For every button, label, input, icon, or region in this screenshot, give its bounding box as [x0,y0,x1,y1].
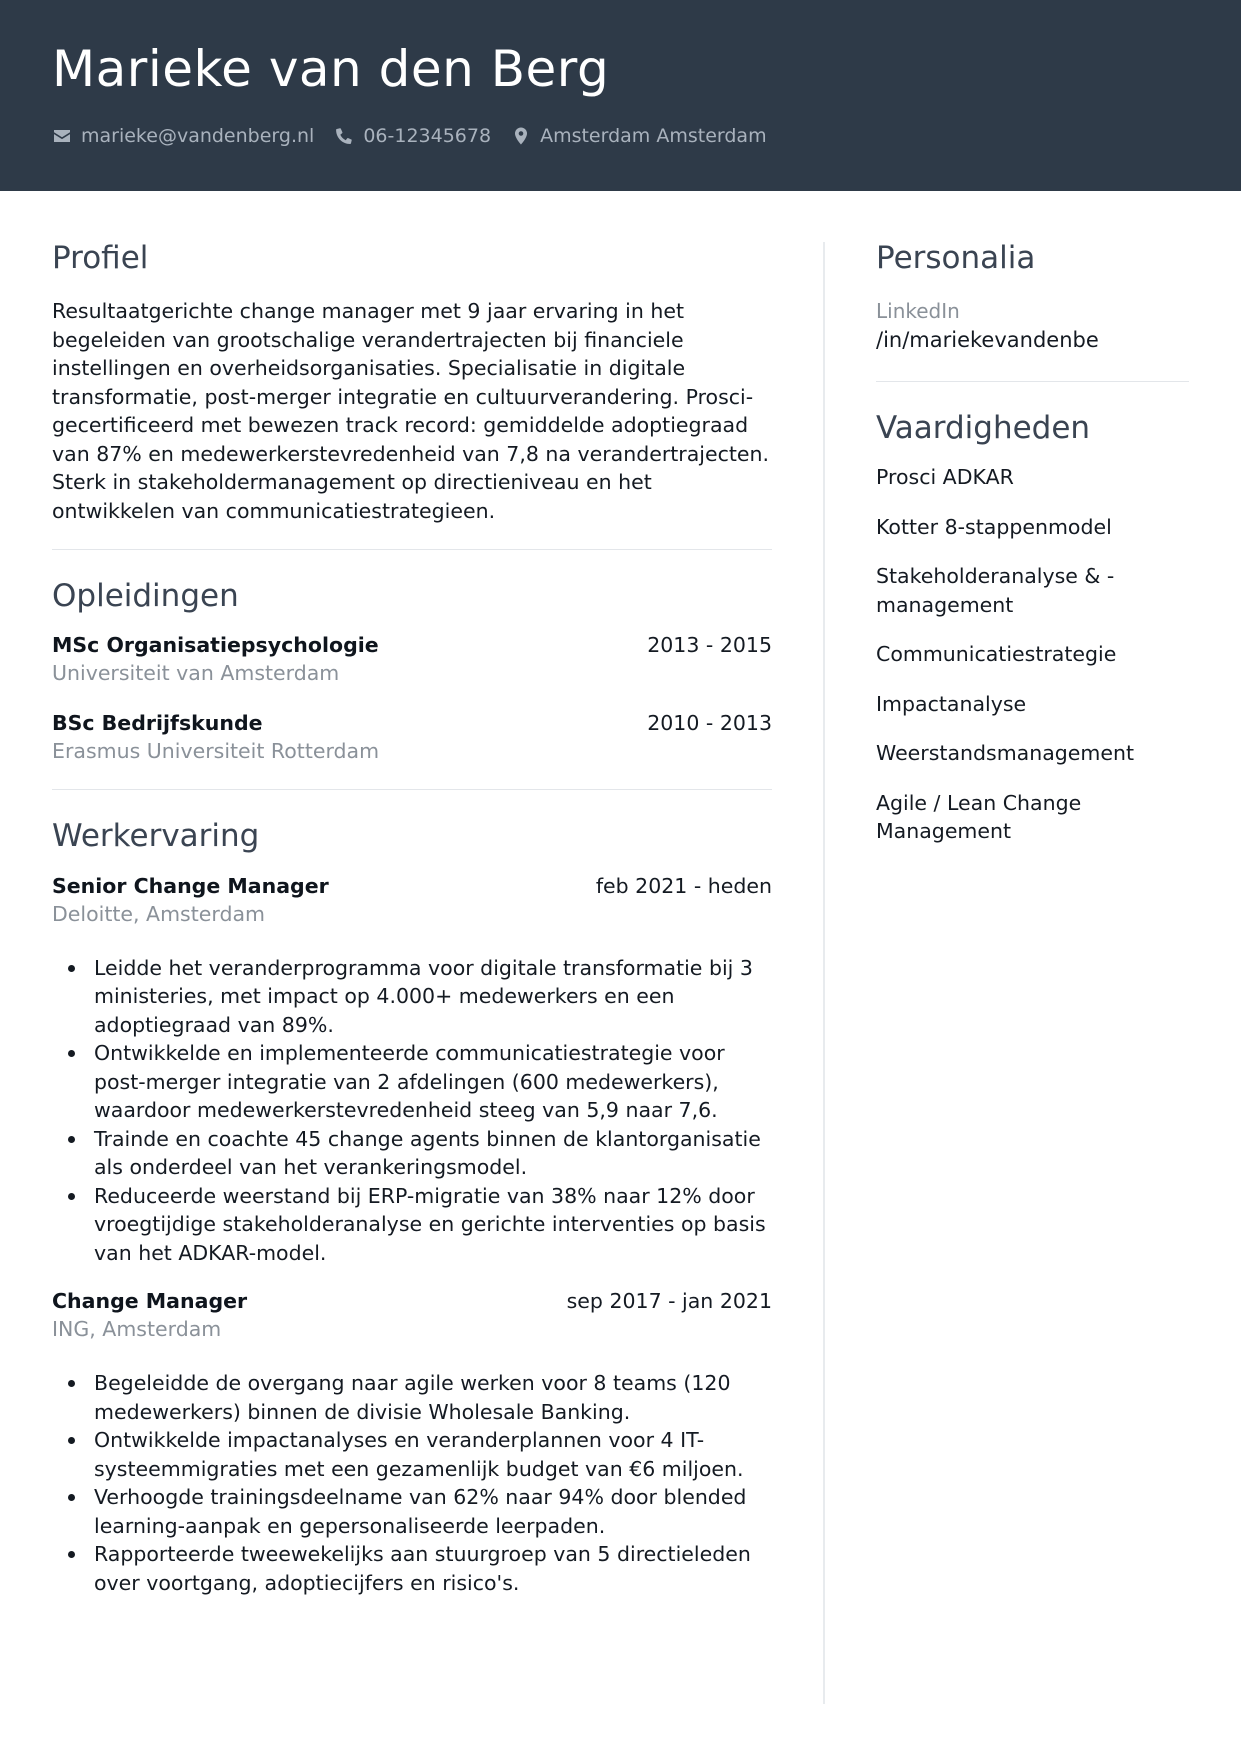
education-degree: MSc Organisatiepsychologie [52,633,379,658]
profile-heading: Profiel [52,240,149,276]
job-bullet: Trainde en coachte 45 change agents binnen de klantorganisatie als onderdeel van het verankeringsmodel. [52,1125,772,1182]
phone-text: 06-12345678 [363,125,492,147]
skill-item: Impactanalyse [876,691,1027,716]
job-bullet: Rapporteerde tweewekelijks aan stuurgroep van 5 directieleden over voortgang, adoptiecijfers en risico's. [52,1540,772,1597]
job-bullet: Begeleidde de overgang naar agile werken voor 8 teams (120 medewerkers) binnen de divisie Wholesale Banking. [52,1369,772,1426]
location-text: Amsterdam Amsterdam [540,125,767,147]
job-item [52,872,772,1268]
profile-text: Resultaatgerichte change manager met 9 jaar ervaring in het begeleiden van grootschalige verandertrajecten bij financiele instellingen en overheidsorganisaties. Specialisatie in digitale transformatie, post-merger integratie en cultuurverandering. Prosci-gecertificeerd met bewezen track record: gemiddelde adoptiegraad van 87% en medewerkerstevredenheid van 7,8 na verandertrajecten. Sterk in stakeholdermanagement op directieniveau en het ontwikkelen van communicatiestrategieen. [52,299,770,523]
envelope-icon [52,126,72,146]
email-text: marieke@vandenberg.nl [81,125,315,147]
section-divider [876,381,1189,382]
education-school: Universiteit van Amsterdam [52,661,340,686]
skill-item: Prosci ADKAR [876,465,1014,490]
experience-heading: Werkervaring [52,818,260,855]
job-role: Change Manager [52,1289,248,1314]
job-dates: sep 2017 - jan 2021 [566,1289,772,1314]
job-bullets [52,1369,772,1597]
education-heading: Opleidingen [52,578,239,615]
job-company: Deloitte, Amsterdam [52,901,265,926]
skills-heading: Vaardigheden [876,410,1091,447]
job-dates: feb 2021 - heden [595,873,772,898]
main-column [52,240,772,1597]
education-item [52,709,772,765]
job-item [52,1287,772,1597]
candidate-name: Marieke van den Berg [52,40,610,98]
job-role: Senior Change Manager [52,873,329,898]
education-dates: 2013 - 2015 [647,633,772,658]
job-bullets [52,954,772,1268]
map-pin-icon [511,126,531,146]
contact-phone[interactable] [334,125,491,147]
linkedin-label: LinkedIn [876,299,960,324]
phone-icon [334,126,354,146]
section-divider [52,789,772,790]
education-degree: BSc Bedrijfskunde [52,711,263,736]
education-item [52,631,772,687]
experience-section [52,818,772,1597]
job-bullet: Leidde het veranderprogramma voor digitale transformatie bij 3 ministeries, met impact op 4.000+ medewerkers en een adoptiegraad van 89%. [52,954,772,1040]
skills-section [876,410,1189,846]
contact-location [511,125,767,147]
linkedin-link[interactable]: /in/mariekevandenbe [876,328,1099,353]
job-bullet: Ontwikkelde en implementeerde communicatiestrategie voor post-merger integratie van 2 afdelingen (600 medewerkers), waardoor medewerkerstevredenheid steeg van 5,9 naar 7,6. [52,1039,772,1125]
skill-item: Kotter 8-stappenmodel [876,514,1112,539]
section-divider [52,549,772,550]
job-company: ING, Amsterdam [52,1317,222,1342]
contact-info [52,124,787,148]
skill-item: Weerstandsmanagement [876,741,1135,766]
education-dates: 2010 - 2013 [647,711,772,736]
skill-item: Stakeholderanalyse & -management [876,564,1115,617]
job-bullet: Reduceerde weerstand bij ERP-migratie van 38% naar 12% door vroegtijdige stakeholderanalyse en gerichte interventies op basis van het ADKAR-model. [52,1182,772,1268]
side-column [876,240,1189,846]
column-divider [823,242,825,1704]
profile-section [52,240,772,525]
education-section [52,578,772,765]
personal-section [876,240,1189,355]
education-school: Erasmus Universiteit Rotterdam [52,739,380,764]
job-bullet: Ontwikkelde impactanalyses en veranderplannen voor 4 IT-systeemmigraties met een gezamenlijk budget van €6 miljoen. [52,1426,772,1483]
header [0,0,1241,191]
skill-item: Communicatiestrategie [876,642,1117,667]
contact-email[interactable] [52,125,314,147]
skill-item: Agile / Lean Change Management [876,790,1082,844]
job-bullet: Verhoogde trainingsdeelname van 62% naar 94% door blended learning-aanpak en gepersonaliseerde leerpaden. [52,1483,772,1540]
personal-heading: Personalia [876,240,1036,276]
